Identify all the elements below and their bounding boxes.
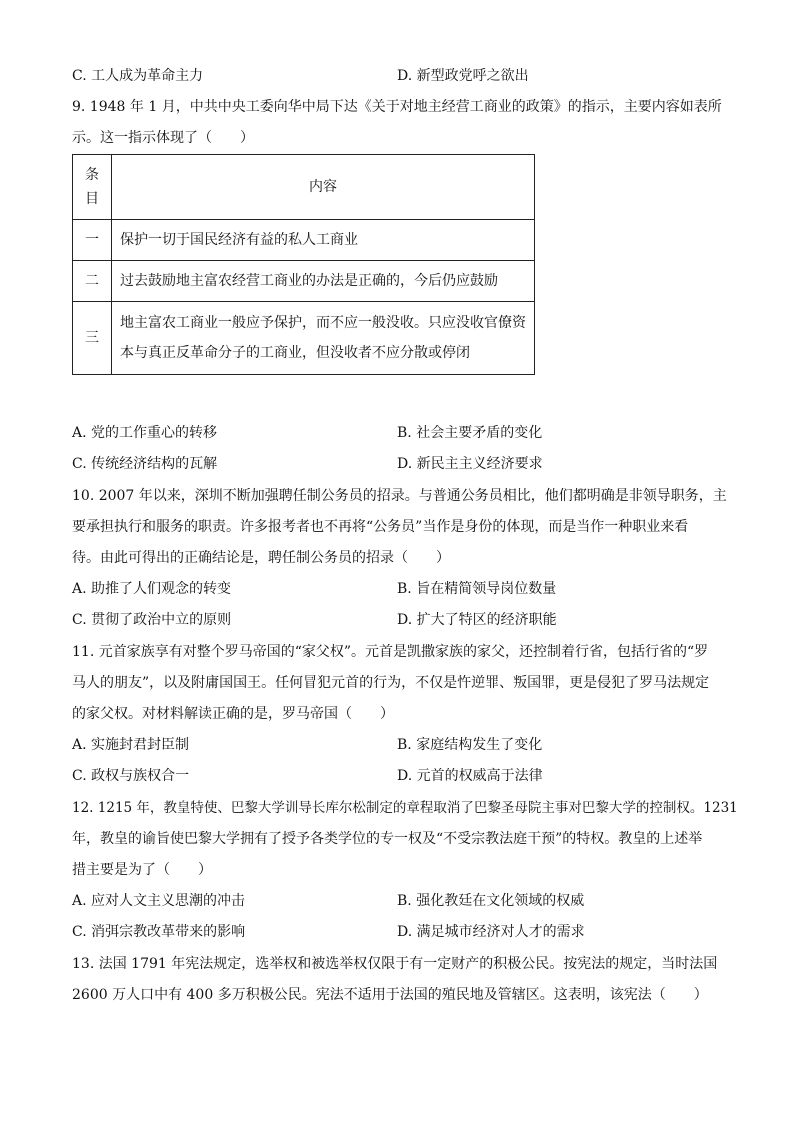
q10-option-d: D. 扩大了特区的经济职能 bbox=[397, 612, 557, 628]
row-content-line-2: 本与真正反革命分子的工商业，但没收者不应分散或停闭 bbox=[120, 345, 470, 361]
q9-option-c: C. 传统经济结构的瓦解 bbox=[72, 456, 218, 472]
q13-stem-line-1: 13. 法国 1791 年宪法规定，选举权和被选举权仅限于有一定财产的积极公民。按宪法的规定，当时法国 bbox=[72, 956, 718, 972]
q10-option-c: C. 贯彻了政治中立的原则 bbox=[72, 612, 232, 628]
q9-option-d: D. 新民主主义经济要求 bbox=[397, 456, 543, 472]
header-content-cell: 内容 bbox=[112, 155, 535, 220]
q10-option-a: A. 助推了人们观念的转变 bbox=[72, 581, 232, 597]
q11-option-b: B. 家庭结构发生了变化 bbox=[397, 737, 543, 753]
q12-stem-line-3: 措主要是为了（ ） bbox=[72, 862, 212, 878]
q12-stem-line-1: 12. 1215 年，教皇特使、巴黎大学训导长库尔松制定的章程取消了巴黎圣母院主事对巴黎大学的控制权。1231 bbox=[72, 800, 738, 816]
q11-stem-line-1: 11. 元首家族享有对整个罗马帝国的“家父权”。元首是凯撒家族的家父，还控制着行省，包括行省的“罗 bbox=[72, 644, 709, 660]
row-content-cell bbox=[112, 302, 535, 375]
row-content-cell: 保护一切于国民经济有益的私人工商业 bbox=[112, 220, 535, 261]
table-row bbox=[73, 302, 535, 375]
q12-option-c: C. 消弭宗教改革带来的影响 bbox=[72, 924, 246, 940]
q11-stem-line-2: 马人的朋友”，以及附庸国国王。任何冒犯元首的行为，不仅是忤逆罪、叛国罪，更是侵犯了罗马法规定 bbox=[72, 675, 710, 691]
row-num-cell: 二 bbox=[73, 261, 112, 302]
q12-option-a: A. 应对人文主义思潮的冲击 bbox=[72, 893, 246, 909]
row-content-line-1: 地主富农工商业一般应予保护，而不应一般没收。只应没收官僚资 bbox=[120, 315, 526, 331]
q11-option-a: A. 实施封君封臣制 bbox=[72, 737, 190, 753]
q12-stem-line-2: 年，教皇的谕旨使巴黎大学拥有了授予各类学位的专一权及“不受宗教法庭干预”的特权。教皇的上述举 bbox=[72, 831, 703, 847]
q12-option-b: B. 强化教廷在文化领域的权威 bbox=[397, 893, 585, 909]
table-row bbox=[73, 220, 535, 261]
header-num-cell: 条目 bbox=[73, 155, 112, 220]
q9-stem-line-1: 9. 1948 年 1 月，中共中央工委向华中局下达《关于对地主经营工商业的政策》的指示，主要内容如表所 bbox=[72, 99, 722, 115]
q9-policy-table bbox=[72, 154, 535, 375]
row-content-cell: 过去鼓励地主富农经营工商业的办法是正确的，今后仍应鼓励 bbox=[112, 261, 535, 302]
q13-stem-line-2: 2600 万人口中有 400 多万积极公民。宪法不适用于法国的殖民地及管辖区。这表明，该宪法（ ） bbox=[72, 987, 708, 1003]
q11-stem-line-3: 的家父权。对材料解读正确的是，罗马帝国（ ） bbox=[72, 706, 394, 722]
table-row bbox=[73, 261, 535, 302]
q10-stem-line-3: 待。由此可得出的正确结论是，聘任制公务员的招录（ ） bbox=[72, 550, 450, 566]
row-num-cell: 一 bbox=[73, 220, 112, 261]
q10-stem-line-1: 10. 2007 年以来，深圳不断加强聘任制公务员的招录。与普通公务员相比，他们都明确是非领导职务，主 bbox=[72, 488, 727, 504]
q9-stem-line-2: 示。这一指示体现了（ ） bbox=[72, 130, 254, 146]
q8-option-c: C. 工人成为革命主力 bbox=[72, 68, 204, 84]
q8-option-d: D. 新型政党呼之欲出 bbox=[397, 68, 529, 84]
q11-option-c: C. 政权与族权合一 bbox=[72, 768, 190, 784]
q10-option-b: B. 旨在精简领导岗位数量 bbox=[397, 581, 557, 597]
q11-option-d: D. 元首的权威高于法律 bbox=[397, 768, 543, 784]
q12-option-d: D. 满足城市经济对人才的需求 bbox=[397, 924, 585, 940]
table-header-row bbox=[73, 155, 535, 220]
q9-option-a: A. 党的工作重心的转移 bbox=[72, 425, 218, 441]
q9-option-b: B. 社会主要矛盾的变化 bbox=[397, 425, 543, 441]
row-num-cell: 三 bbox=[73, 302, 112, 375]
q10-stem-line-2: 要承担执行和服务的职责。许多报考者也不再将“公务员”当作是身份的体现，而是当作一种职业来看 bbox=[72, 519, 689, 535]
